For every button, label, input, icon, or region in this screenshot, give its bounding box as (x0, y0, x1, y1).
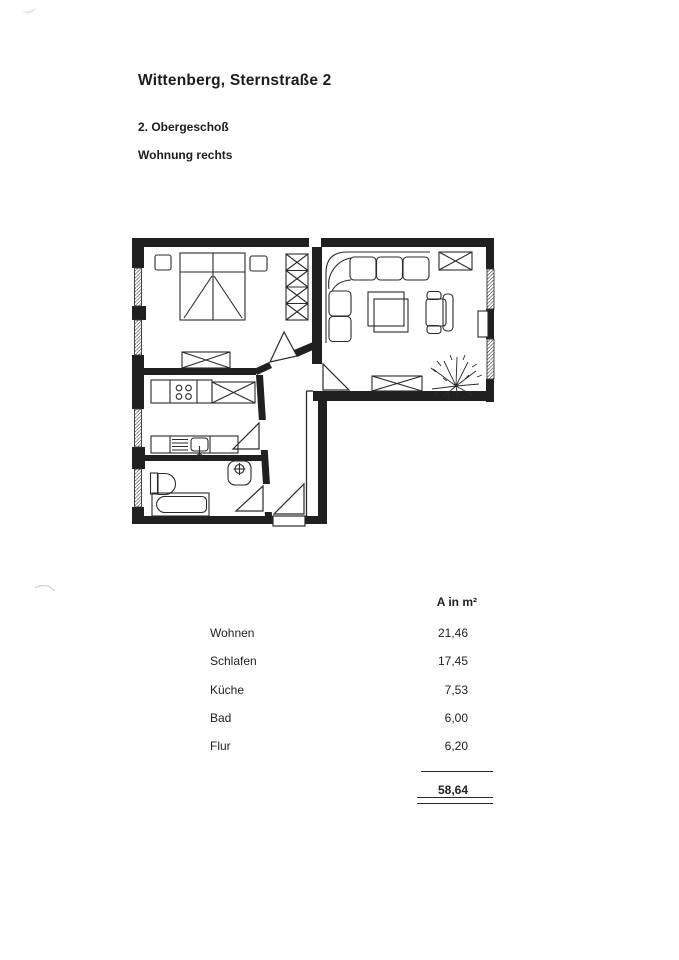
kitchen-counter-top (151, 380, 212, 403)
room-label: Küche (210, 683, 245, 697)
living-furniture (326, 252, 482, 401)
floor-label: 2. Obergeschoß (138, 120, 229, 134)
table-row (0, 654, 679, 670)
coffee-table (368, 292, 408, 332)
sideboard-bottom (372, 376, 422, 391)
room-area: 17,45 (437, 654, 468, 668)
nightstand-right (250, 256, 267, 271)
nightstand-left (155, 255, 171, 270)
window-bedroom-2 (135, 320, 142, 355)
corner-sofa (326, 252, 430, 343)
unit-label: Wohnung rechts (138, 148, 233, 162)
total-double-rule (417, 797, 493, 804)
room-label: Schlafen (210, 654, 257, 668)
room-area: 21,46 (437, 626, 468, 640)
table-row (0, 711, 679, 727)
bedroom-door-swing (270, 332, 297, 362)
room-label: Flur (210, 739, 231, 753)
total-rule (421, 771, 493, 772)
toilet (151, 473, 176, 495)
page-title: Wittenberg, Sternstraße 2 (138, 72, 332, 89)
entrance-threshold (273, 516, 305, 526)
kitchen-cabinet (212, 382, 255, 403)
living-door-swing (323, 364, 349, 390)
room-area: 6,00 (444, 711, 468, 725)
room-area: 6,20 (444, 739, 468, 753)
room-label: Wohnen (210, 626, 255, 640)
area-column-header: A in m² (436, 595, 477, 609)
double-bed (180, 253, 245, 320)
kitchen-fixtures (151, 380, 255, 458)
room-label: Bad (210, 711, 232, 725)
table-row (0, 739, 679, 755)
dresser (182, 352, 230, 368)
washbasin (228, 461, 251, 485)
table-row (0, 626, 679, 642)
entrance-door-swing (274, 484, 304, 514)
window-bedroom-1 (135, 268, 142, 306)
wardrobe (286, 254, 308, 320)
bathtub (152, 493, 209, 516)
window-living-1 (487, 269, 494, 309)
table-row (0, 683, 679, 699)
bedroom-furniture (155, 253, 308, 368)
window-living-2 (487, 339, 494, 379)
kitchen-sink-counter (151, 436, 238, 458)
bath-door-swing (236, 486, 263, 511)
stove (176, 385, 191, 399)
wall-pier-living (478, 311, 488, 337)
sideboard-top (439, 252, 472, 270)
walls (132, 238, 494, 524)
room-area: 7,53 (444, 683, 468, 697)
window-bath (135, 469, 142, 507)
door-swings (233, 332, 349, 514)
bathroom-fixtures (151, 461, 252, 516)
armchair (426, 292, 453, 334)
total-area: 58,64 (437, 783, 468, 797)
hall-shaft-lines (307, 391, 314, 516)
window-kitchen (135, 409, 142, 447)
